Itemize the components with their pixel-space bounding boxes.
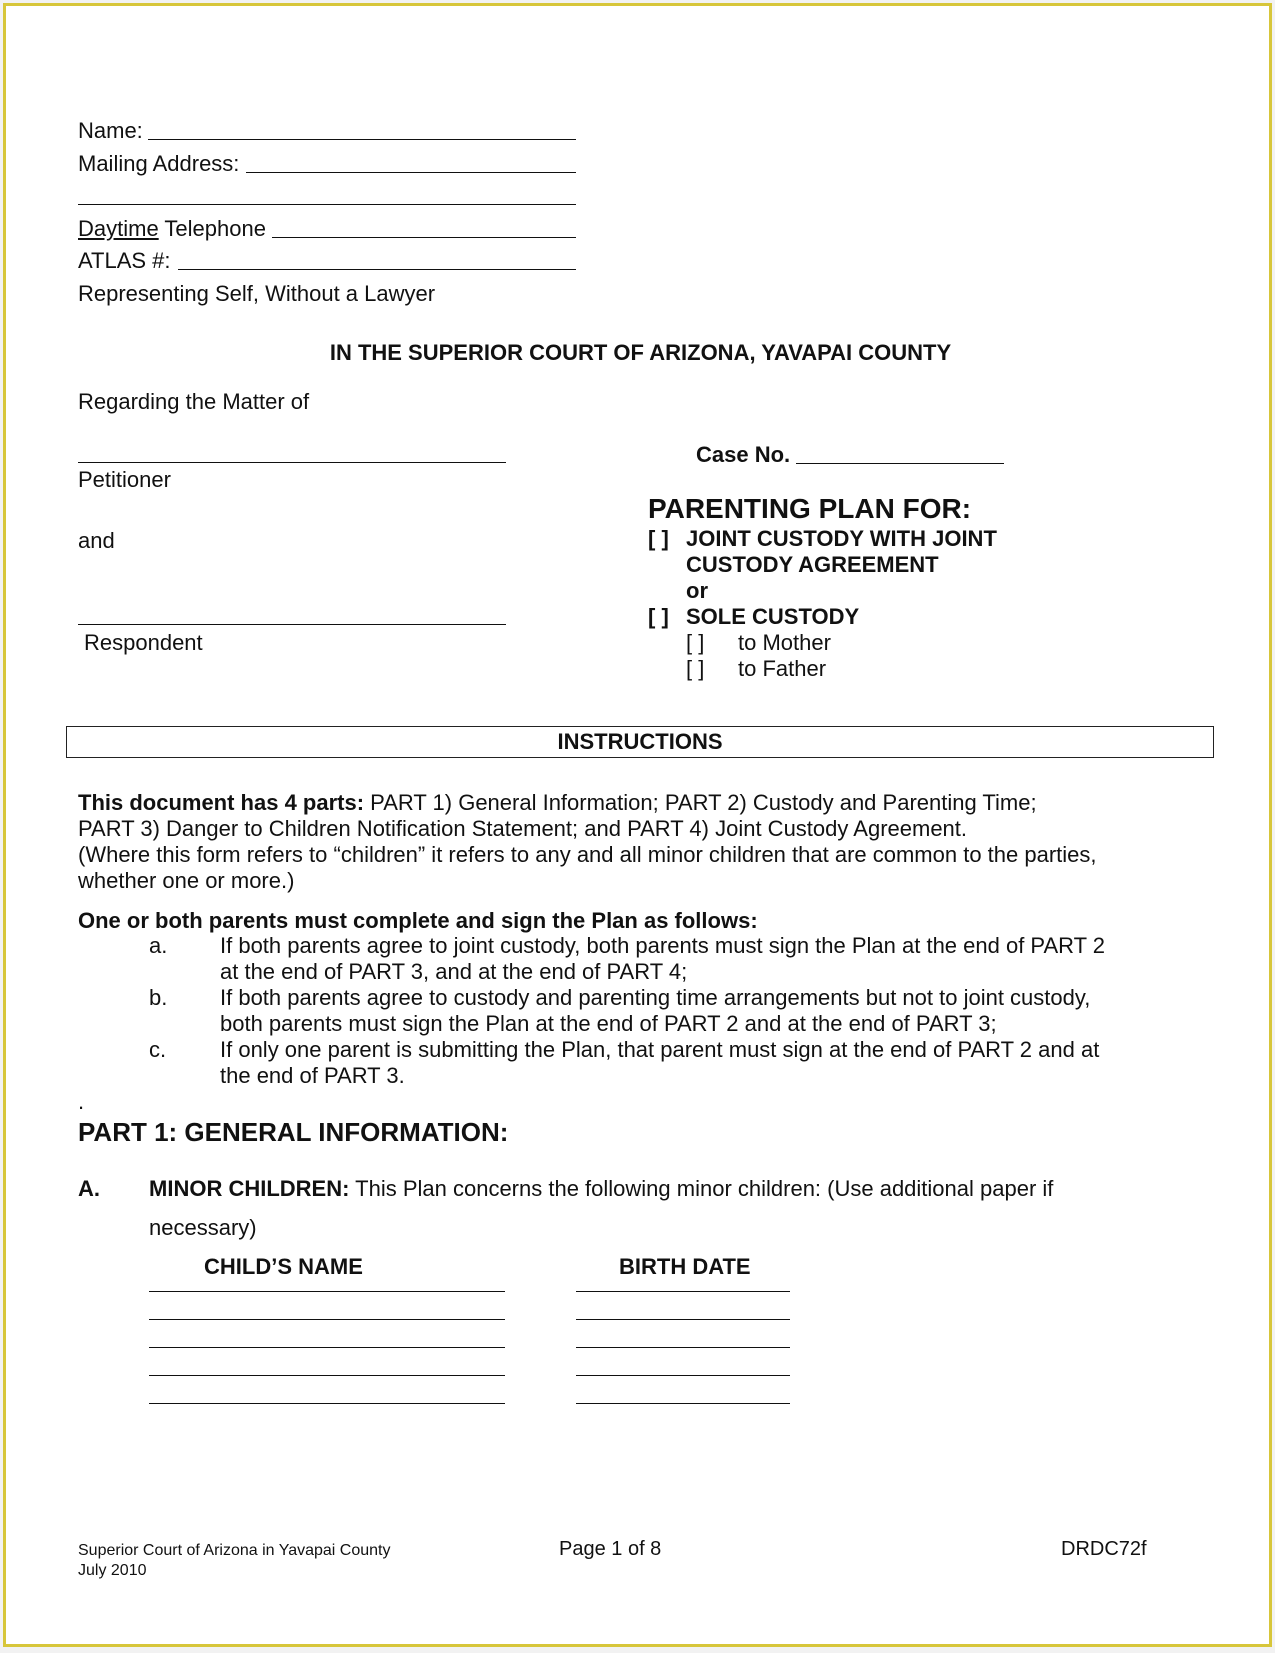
- petitioner-label: Petitioner: [78, 467, 171, 492]
- footer-page-number: Page 1 of 8: [559, 1538, 662, 1560]
- to-father-checkbox[interactable]: [ ]: [686, 656, 705, 681]
- and-label: and: [78, 528, 115, 553]
- sign-heading: One or both parents must complete and sign the Plan as follows:: [78, 908, 758, 933]
- children-line2: whether one or more.): [78, 868, 295, 893]
- section-a-title: MINOR CHILDREN:: [149, 1176, 350, 1201]
- to-mother-option[interactable]: [686, 630, 831, 656]
- birth-date-line[interactable]: [576, 1375, 790, 1376]
- case-no-label: Case No.: [696, 442, 791, 467]
- item-a-line1: If both parents agree to joint custody, both parents must sign the Plan at the end of PART 2: [220, 933, 1106, 958]
- atlas-field[interactable]: [178, 269, 576, 270]
- respondent-field[interactable]: [78, 624, 506, 625]
- to-mother-checkbox[interactable]: [ ]: [686, 630, 705, 655]
- item-c-line1: If only one parent is submitting the Plan, that parent must sign at the end of PART 2 and at: [220, 1037, 1100, 1062]
- joint-custody-label: JOINT CUSTODY WITH JOINT: [686, 526, 997, 551]
- child-name-line[interactable]: [149, 1291, 505, 1292]
- to-father-option[interactable]: [686, 656, 826, 682]
- daytime-text: Daytime: [78, 216, 159, 241]
- parts-bold-text: This document has 4 parts:: [78, 790, 365, 815]
- mailing-address-field[interactable]: [246, 172, 576, 173]
- sole-custody-label: SOLE CUSTODY: [686, 604, 860, 629]
- footer-date: July 2010: [78, 1562, 147, 1579]
- footer-form-code: DRDC72f: [1061, 1538, 1147, 1560]
- childs-name-header: CHILD’S NAME: [204, 1254, 363, 1279]
- section-a-intro: [149, 1176, 1053, 1202]
- child-name-line[interactable]: [149, 1403, 505, 1404]
- child-name-line[interactable]: [149, 1375, 505, 1376]
- instructions-heading: INSTRUCTIONS: [557, 729, 723, 754]
- birth-date-header: BIRTH DATE: [619, 1254, 751, 1279]
- item-b-line1: If both parents agree to custody and parenting time arrangements but not to joint custody,: [220, 985, 1091, 1010]
- name-field[interactable]: [148, 139, 576, 140]
- stray-dot: .: [78, 1089, 85, 1114]
- telephone-text: Telephone: [158, 216, 266, 241]
- telephone-field[interactable]: [272, 237, 576, 238]
- children-line1: (Where this form refers to “children” it refers to any and all minor children that are common to the parties,: [78, 842, 1097, 867]
- mailing-address-label: Mailing Address:: [78, 151, 240, 176]
- item-a-line2: at the end of PART 3, and at the end of PART 4;: [220, 959, 688, 984]
- daytime-telephone-label: [78, 216, 266, 242]
- birth-date-line[interactable]: [576, 1291, 790, 1292]
- parts-line2: PART 3) Danger to Children Notification Statement; and PART 4) Joint Custody Agreement.: [78, 816, 968, 841]
- item-c-line2: the end of PART 3.: [220, 1063, 405, 1088]
- birth-date-line[interactable]: [576, 1347, 790, 1348]
- instructions-heading-box: [66, 726, 1214, 758]
- court-title: IN THE SUPERIOR COURT OF ARIZONA, YAVAPAI COUNTY: [329, 340, 952, 365]
- item-b-line2: both parents must sign the Plan at the end of PART 2 and at the end of PART 3;: [220, 1011, 997, 1036]
- or-label: or: [686, 578, 708, 603]
- name-label: Name:: [78, 118, 143, 143]
- item-c-letter: c.: [149, 1037, 167, 1062]
- mailing-address-field-line2[interactable]: [78, 204, 576, 205]
- regarding-label: Regarding the Matter of: [78, 389, 310, 414]
- child-name-line[interactable]: [149, 1347, 505, 1348]
- document-page: [3, 3, 1272, 1647]
- birth-date-line[interactable]: [576, 1403, 790, 1404]
- birth-date-line[interactable]: [576, 1319, 790, 1320]
- section-a-text-line2: necessary): [149, 1215, 257, 1240]
- joint-custody-label-line2: CUSTODY AGREEMENT: [686, 552, 939, 577]
- parts-text: PART 1) General Information; PART 2) Custody and Parenting Time;: [364, 790, 1037, 815]
- section-a-letter: A.: [78, 1176, 100, 1201]
- child-name-line[interactable]: [149, 1319, 505, 1320]
- footer-court: Superior Court of Arizona in Yavapai County: [78, 1542, 391, 1559]
- petitioner-field[interactable]: [78, 462, 506, 463]
- to-mother-label: to Mother: [738, 630, 831, 655]
- item-a-letter: a.: [149, 933, 168, 958]
- part1-heading: PART 1: GENERAL INFORMATION:: [78, 1117, 509, 1147]
- joint-custody-checkbox[interactable]: [ ]: [648, 526, 669, 551]
- section-a-text: This Plan concerns the following minor children: (Use additional paper if: [349, 1176, 1054, 1201]
- item-b-letter: b.: [149, 985, 168, 1010]
- instructions-parts-paragraph: [78, 790, 1097, 894]
- case-no-field[interactable]: [796, 463, 1004, 464]
- representing-self-text: Representing Self, Without a Lawyer: [78, 281, 436, 306]
- sole-custody-checkbox[interactable]: [ ]: [648, 604, 669, 629]
- respondent-label: Respondent: [84, 630, 203, 655]
- to-father-label: to Father: [738, 656, 827, 681]
- sole-custody-option[interactable]: [648, 604, 859, 630]
- joint-custody-option[interactable]: [648, 526, 997, 552]
- atlas-label: ATLAS #:: [78, 248, 171, 273]
- parenting-plan-title: PARENTING PLAN FOR:: [648, 493, 972, 524]
